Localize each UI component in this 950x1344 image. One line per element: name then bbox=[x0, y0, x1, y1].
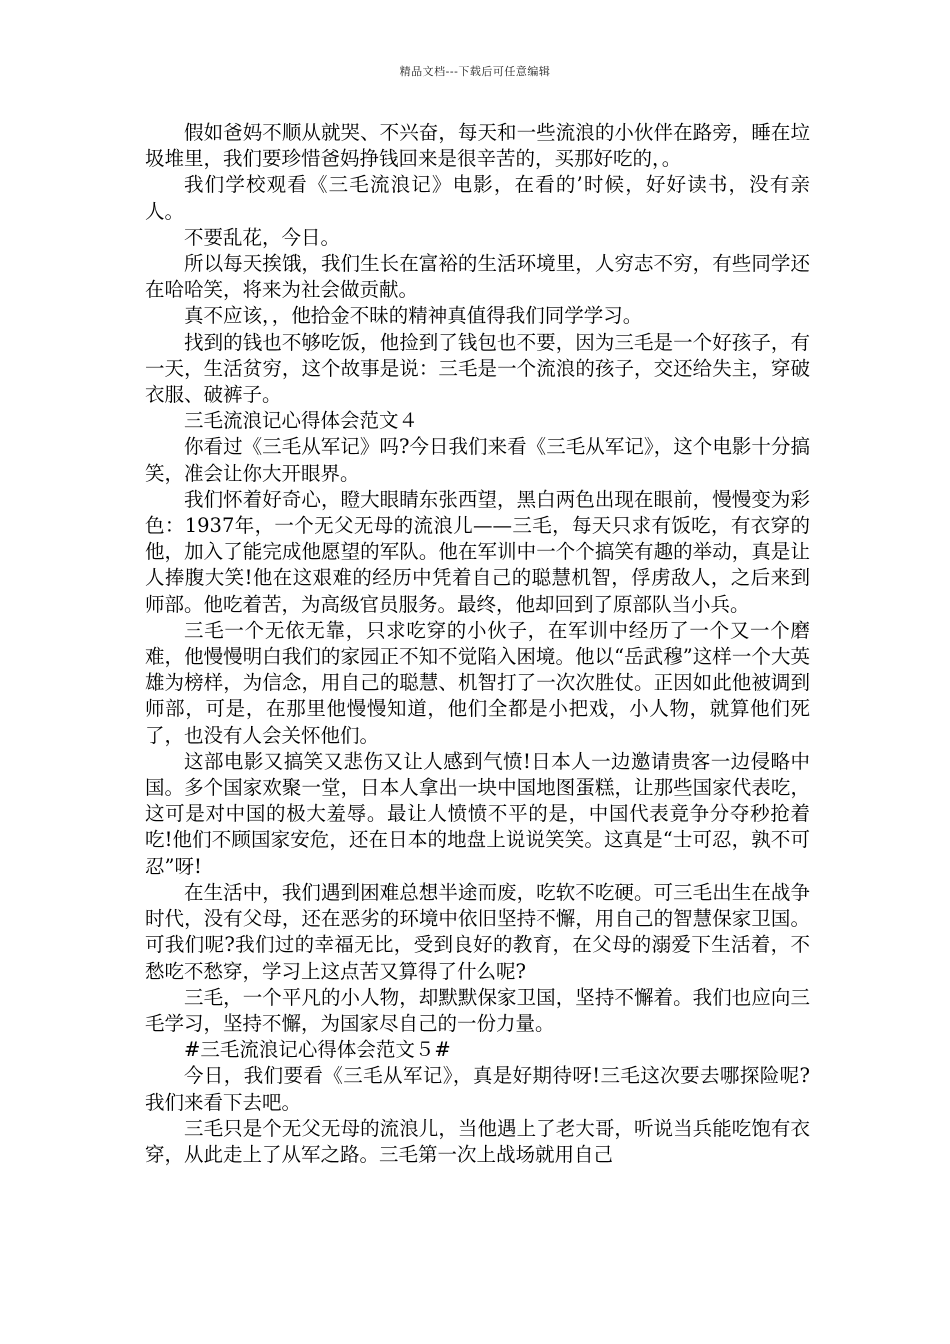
paragraph: 找到的钱也不够吃饭，他捡到了钱包也不要，因为三毛是一个好孩子，有一天，生活贫穷，这个故事是说：三毛是一个流浪的孩子，交还给失主，穿破衣服、破裤子。 bbox=[145, 330, 810, 407]
paragraph: 我们怀着好奇心，瞪大眼睛东张西望，黑白两色出现在眼前，慢慢变为彩色：1937年，一个无父无母的流浪儿——三毛，每天只求有饭吃，有衣穿的他，加入了能完成他愿望的军队。他在军训中一个个搞笑有趣的举动，真是让人捧腹大笑!他在这艰难的经历中凭着自己的聪慧机智，俘虏敌人，之后来到师部。他吃着苦，为高级官员服务。最终，他却回到了原部队当小兵。 bbox=[145, 487, 810, 616]
paragraph: 我们学校观看《三毛流浪记》电影，在看的’时候，好好读书，没有亲人。 bbox=[145, 173, 810, 223]
paragraph: 所以每天挨饿，我们生长在富裕的生活环境里，人穷志不穷，有些同学还在哈哈笑，将来为社会做贡献。 bbox=[145, 252, 810, 302]
paragraph: 今日，我们要看《三毛从军记》，真是好期待呀!三毛这次要去哪探险呢?我们来看下去吧。 bbox=[145, 1064, 810, 1114]
section-heading: 三毛流浪记心得体会范文４ bbox=[184, 409, 419, 433]
paragraph: 真不应该，，他拾金不昧的精神真值得我们同学学习。 bbox=[184, 304, 643, 328]
paragraph: 你看过《三毛从军记》吗?今日我们来看《三毛从军记》，这个电影十分搞笑，准会让你大开眼界。 bbox=[145, 435, 810, 485]
document-body bbox=[145, 120, 810, 1168]
paragraph: 假如爸妈不顺从就哭、不兴奋，每天和一些流浪的小伙伴在路旁，睡在垃圾堆里，我们要珍惜爸妈挣钱回来是很辛苦的，买那好吃的，。 bbox=[145, 121, 810, 171]
paragraph: 三毛，一个平凡的小人物，却默默保家卫国，坚持不懈着。我们也应向三毛学习，坚持不懈，为国家尽自己的一份力量。 bbox=[145, 985, 810, 1035]
paragraph: 这部电影又搞笑又悲伤又让人感到气愤!日本人一边邀请贵客一边侵略中国。多个国家欢聚一堂，日本人拿出一块中国地图蛋糕，让那些国家代表吃，这可是对中国的极大羞辱。最让人愤愤不平的是，中国代表竟争分夺秒抢着吃!他们不顾国家安危，还在日本的地盘上说说笑笑。这真是“士可忍，孰不可忍”呀! bbox=[145, 749, 810, 878]
section-heading: #三毛流浪记心得体会范文５# bbox=[184, 1038, 451, 1062]
paragraph: 三毛一个无依无靠，只求吃穿的小伙子，在军训中经历了一个又一个磨难，他慢慢明白我们的家园正不知不觉陷入困境。他以“岳武穆”这样一个大英雄为榜样，为信念，用自己的聪慧、机智打了一次次胜仗。正因如此他被调到师部，可是，在那里他慢慢知道，他们全都是小把戏，小人物，就算他们死了，也没有人会关怀他们。 bbox=[145, 618, 810, 747]
paragraph: 在生活中，我们遇到困难总想半途而废，吃软不吃硬。可三毛出生在战争时代，没有父母，还在恶劣的环境中依旧坚持不懈，用自己的智慧保家卫国。可我们呢?我们过的幸福无比，受到良好的教育，在父母的溺爱下生活着，不愁吃不愁穿，学习上这点苦又算得了什么呢? bbox=[145, 880, 810, 983]
paragraph: 不要乱花，今日。 bbox=[184, 225, 341, 249]
paragraph: 三毛只是个无父无母的流浪儿，当他遇上了老大哥，听说当兵能吃饱有衣穿，从此走上了从军之路。三毛第一次上战场就用自己 bbox=[145, 1116, 810, 1166]
page-header: 精品文档---下载后可任意编辑 bbox=[399, 65, 551, 78]
